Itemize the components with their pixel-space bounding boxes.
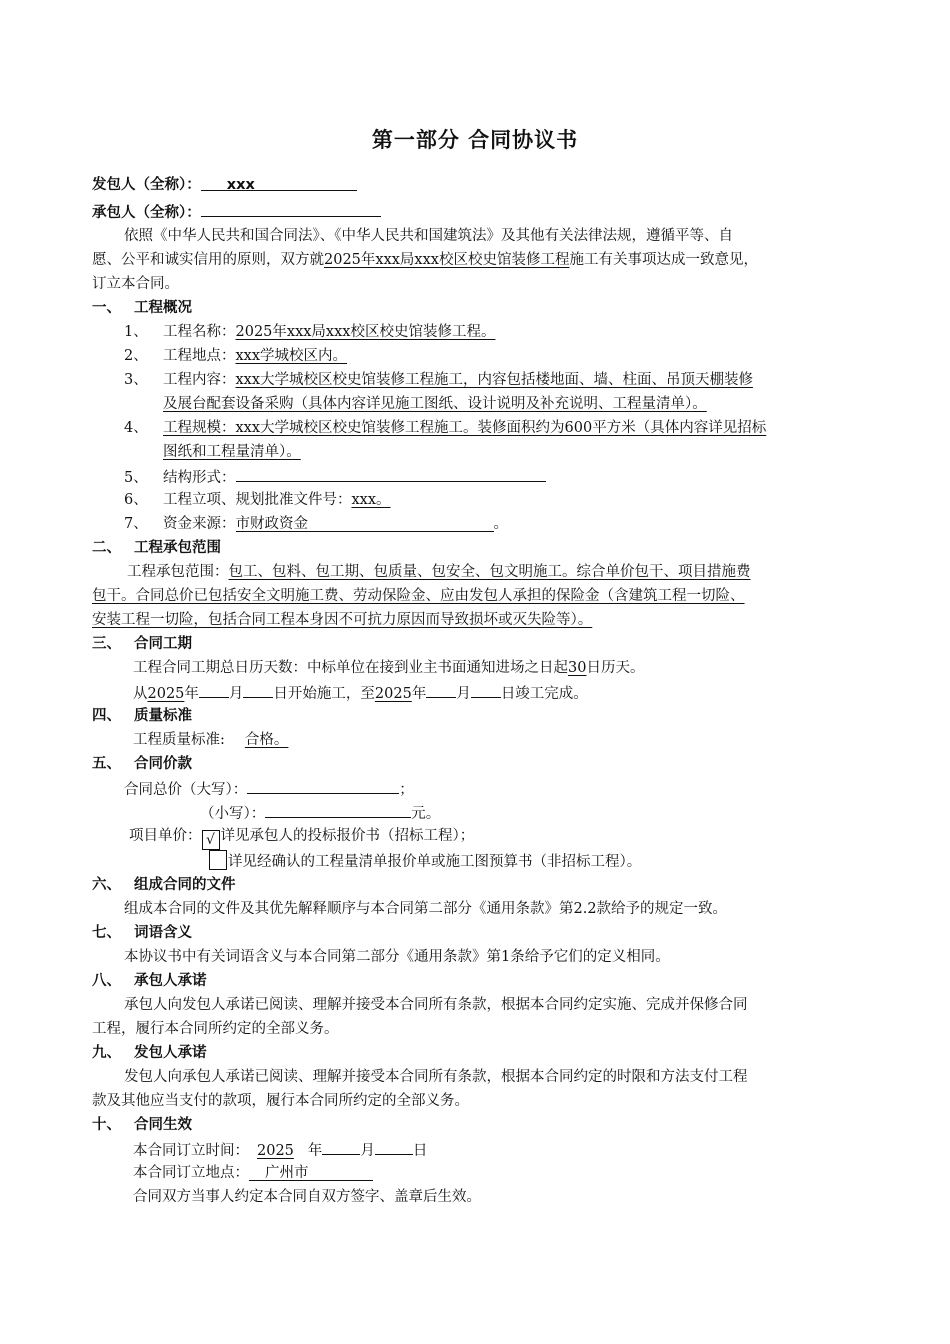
section-title: 词语含义 bbox=[134, 925, 192, 941]
start-day-field bbox=[243, 682, 273, 698]
item-3 bbox=[124, 370, 753, 390]
signing-year: 2025 bbox=[257, 1143, 294, 1159]
total-price-words-field bbox=[247, 778, 399, 794]
effective-clause: 合同双方当事人约定本合同自双方签字、盖章后生效。 bbox=[133, 1189, 481, 1205]
fund-source-field bbox=[236, 514, 494, 532]
item-value: xxx大学城校区校史馆装修工程施工，内容包括楼地面、墙、柱面、吊顶天棚装修 bbox=[235, 372, 754, 388]
section-title: 组成合同的文件 bbox=[134, 877, 236, 893]
section-title: 合同生效 bbox=[134, 1117, 192, 1133]
intro-line-2 bbox=[92, 250, 758, 270]
signing-place-value: 广州市 bbox=[265, 1165, 309, 1181]
non-tender-option-text: 详见经确认的工程量清单报价单或施工图预算书（非招标工程）。 bbox=[228, 854, 642, 870]
schedule-year-label-2: 年 bbox=[411, 686, 427, 702]
item-end: 。 bbox=[493, 516, 508, 532]
section-title: 承包人承诺 bbox=[134, 973, 207, 989]
item-number: 7、 bbox=[124, 516, 148, 532]
section-9-heading bbox=[92, 1043, 207, 1063]
item-label: 工程名称： bbox=[163, 324, 236, 340]
employer-value: xxx bbox=[226, 177, 255, 193]
signing-day-field bbox=[375, 1139, 413, 1155]
section-8-line-2: 工程，履行本合同所约定的全部义务。 bbox=[92, 1021, 339, 1037]
scope-line-2: 包干。合同总价已包括安全文明施工费、劳动保险金、应由发包人承担的保险金（含建筑工程一切险、 bbox=[92, 588, 745, 604]
duration-days: 30 bbox=[568, 660, 587, 676]
section-number: 六、 bbox=[92, 877, 121, 893]
item-number: 1、 bbox=[124, 324, 148, 340]
page-title: 第一部分 合同协议书 bbox=[371, 128, 579, 152]
total-price-words-line bbox=[124, 778, 414, 800]
section-8-line-1: 承包人向发包人承诺已阅读、理解并接受本合同所有条款，根据本合同约定实施、完成并保修合同 bbox=[124, 997, 748, 1013]
total-price-figure-field bbox=[265, 802, 411, 818]
contractor-line bbox=[92, 201, 381, 223]
item-number: 3、 bbox=[124, 372, 148, 388]
item-value: xxx。 bbox=[351, 492, 391, 508]
total-price-words-end: ； bbox=[399, 782, 414, 798]
section-3-heading bbox=[92, 634, 192, 654]
item-label: 工程规模： bbox=[163, 420, 236, 436]
schedule-month-label: 月 bbox=[228, 686, 244, 702]
section-title: 工程概况 bbox=[134, 300, 192, 316]
total-price-words-label: 合同总价（大写）： bbox=[124, 782, 248, 798]
item-1 bbox=[124, 322, 495, 342]
unit-price-label: 项目单价： bbox=[129, 828, 202, 844]
item-label: 工程地点： bbox=[163, 348, 236, 364]
unit-price-line-1 bbox=[129, 826, 474, 850]
contractor-label: 承包人（全称）： bbox=[92, 205, 201, 221]
section-9-line-1: 发包人向承包人承诺已阅读、理解并接受本合同所有条款，根据本合同约定的时限和方法支付工程 bbox=[124, 1069, 748, 1085]
structure-field bbox=[236, 466, 546, 482]
item-number: 4、 bbox=[124, 420, 148, 436]
duration-line bbox=[133, 658, 644, 678]
start-year: 2025 bbox=[147, 686, 185, 702]
tender-option-text: 详见承包人的投标报价书（招标工程）； bbox=[220, 828, 475, 844]
item-value: xxx大学城校区校史馆装修工程施工。装修面积约为600平方米（具体内容详见招标 bbox=[235, 420, 767, 436]
section-4-heading bbox=[92, 706, 192, 726]
section-10-heading bbox=[92, 1115, 192, 1135]
quality-value: 合格。 bbox=[244, 732, 289, 748]
signing-date-label: 本合同订立时间： bbox=[133, 1143, 249, 1159]
contractor-field bbox=[201, 201, 381, 217]
section-9-line-2: 款及其他应当支付的款项，履行本合同所约定的全部义务。 bbox=[92, 1093, 469, 1109]
section-title: 工程承包范围 bbox=[134, 540, 221, 556]
schedule-year-label: 年 bbox=[184, 686, 199, 702]
schedule-start-text: 日开始施工，至 bbox=[273, 686, 375, 702]
item-label: 资金来源： bbox=[163, 516, 236, 532]
intro-line-1: 依照《中华人民共和国合同法》、《中华人民共和国建筑法》及其他有关法律法规，遵循平等、自 bbox=[124, 228, 733, 244]
signing-place-label: 本合同订立地点： bbox=[133, 1165, 249, 1181]
section-7-text: 本协议书中有关词语含义与本合同第二部分《通用条款》第1条给予它们的定义相同。 bbox=[124, 949, 670, 965]
employer-field bbox=[201, 175, 357, 191]
section-5-heading bbox=[92, 754, 192, 774]
employer-line bbox=[92, 175, 357, 195]
section-7-heading bbox=[92, 923, 192, 943]
intro-text-a: 愿、公平和诚实信用的原则，双方就 bbox=[92, 252, 324, 268]
section-title: 质量标准 bbox=[134, 708, 192, 724]
signing-place-field bbox=[249, 1163, 373, 1181]
employer-label: 发包人（全称）： bbox=[92, 177, 201, 193]
quality-label: 工程质量标准: bbox=[133, 732, 225, 748]
project-name-inline: 2025年xxx局xxx校区校史馆装修工程 bbox=[324, 252, 570, 268]
end-year: 2025 bbox=[374, 686, 412, 702]
section-number: 三、 bbox=[92, 636, 121, 652]
end-month-field bbox=[426, 682, 456, 698]
signing-month-field bbox=[322, 1139, 360, 1155]
item-value: 2025年xxx局xxx校区校史馆装修工程。 bbox=[235, 324, 496, 340]
total-price-figure-label: （小写）： bbox=[200, 806, 266, 822]
item-4-continued: 图纸和工程量清单）。 bbox=[163, 444, 301, 460]
item-number: 2、 bbox=[124, 348, 148, 364]
section-number: 九、 bbox=[92, 1045, 121, 1061]
item-number: 5、 bbox=[124, 470, 148, 486]
section-number: 四、 bbox=[92, 708, 121, 724]
signing-place-line bbox=[133, 1163, 373, 1183]
quality-line bbox=[133, 730, 302, 750]
section-number: 一、 bbox=[92, 300, 121, 316]
total-price-figure-line bbox=[200, 802, 440, 824]
tender-checkbox[interactable]: √ bbox=[202, 830, 220, 850]
item-4 bbox=[124, 418, 766, 438]
item-2 bbox=[124, 346, 347, 366]
non-tender-checkbox[interactable] bbox=[209, 850, 227, 870]
schedule-from: 从 bbox=[133, 686, 148, 702]
intro-line-3: 订立本合同。 bbox=[92, 276, 179, 292]
item-6 bbox=[124, 490, 391, 510]
section-title: 合同价款 bbox=[134, 756, 192, 772]
item-label: 工程内容： bbox=[163, 372, 236, 388]
item-3-continued: 及展台配套设备采购（具体内容详见施工图纸、设计说明及补充说明、工程量清单）。 bbox=[163, 396, 707, 412]
intro-text-b: 施工有关事项达成一致意见， bbox=[569, 252, 758, 268]
item-value: 市财政资金 bbox=[235, 516, 308, 532]
scope-label: 工程承包范围： bbox=[127, 564, 229, 580]
scope-line-3: 安装工程一切险，包括合同工程本身因不可抗力原因而导致损坏或灭失险等）。 bbox=[92, 612, 593, 628]
section-number: 二、 bbox=[92, 540, 121, 556]
scope-line-1 bbox=[127, 562, 751, 582]
duration-text-b: 日历天。 bbox=[586, 660, 645, 676]
unit-price-line-2 bbox=[209, 850, 641, 872]
signing-day-label: 日 bbox=[412, 1143, 428, 1159]
scope-text: 包工、包料、包工期、包质量、包安全、包文明施工。综合单价包干、项目措施费 bbox=[228, 564, 751, 580]
duration-text-a: 工程合同工期总日历天数：中标单位在接到业主书面通知进场之日起 bbox=[133, 660, 568, 676]
item-5 bbox=[124, 466, 546, 488]
item-7 bbox=[124, 514, 508, 534]
signing-month-label: 月 bbox=[360, 1143, 375, 1159]
item-label: 工程立项、规划批准文件号： bbox=[163, 492, 352, 508]
section-number: 七、 bbox=[92, 925, 121, 941]
section-title: 合同工期 bbox=[134, 636, 192, 652]
signing-date-line bbox=[133, 1139, 427, 1161]
total-price-figure-end: 元。 bbox=[411, 806, 441, 822]
item-value: xxx学城校区内。 bbox=[235, 348, 348, 364]
start-month-field bbox=[199, 682, 229, 698]
end-day-field bbox=[471, 682, 501, 698]
section-1-heading bbox=[92, 298, 192, 318]
section-6-heading bbox=[92, 875, 236, 895]
signing-year-label: 年 bbox=[307, 1143, 323, 1159]
section-6-text: 组成本合同的文件及其优先解释顺序与本合同第二部分《通用条款》第2.2款给予的规定一致。 bbox=[124, 901, 728, 917]
section-2-heading bbox=[92, 538, 221, 558]
section-number: 五、 bbox=[92, 756, 121, 772]
section-number: 八、 bbox=[92, 973, 121, 989]
schedule-end-text: 日竣工完成。 bbox=[500, 686, 588, 702]
item-label: 结构形式： bbox=[163, 470, 236, 486]
schedule-month-label-2: 月 bbox=[456, 686, 471, 702]
section-title: 发包人承诺 bbox=[134, 1045, 207, 1061]
section-8-heading bbox=[92, 971, 207, 991]
schedule-line bbox=[133, 682, 588, 704]
section-number: 十、 bbox=[92, 1117, 121, 1133]
item-number: 6、 bbox=[124, 492, 148, 508]
